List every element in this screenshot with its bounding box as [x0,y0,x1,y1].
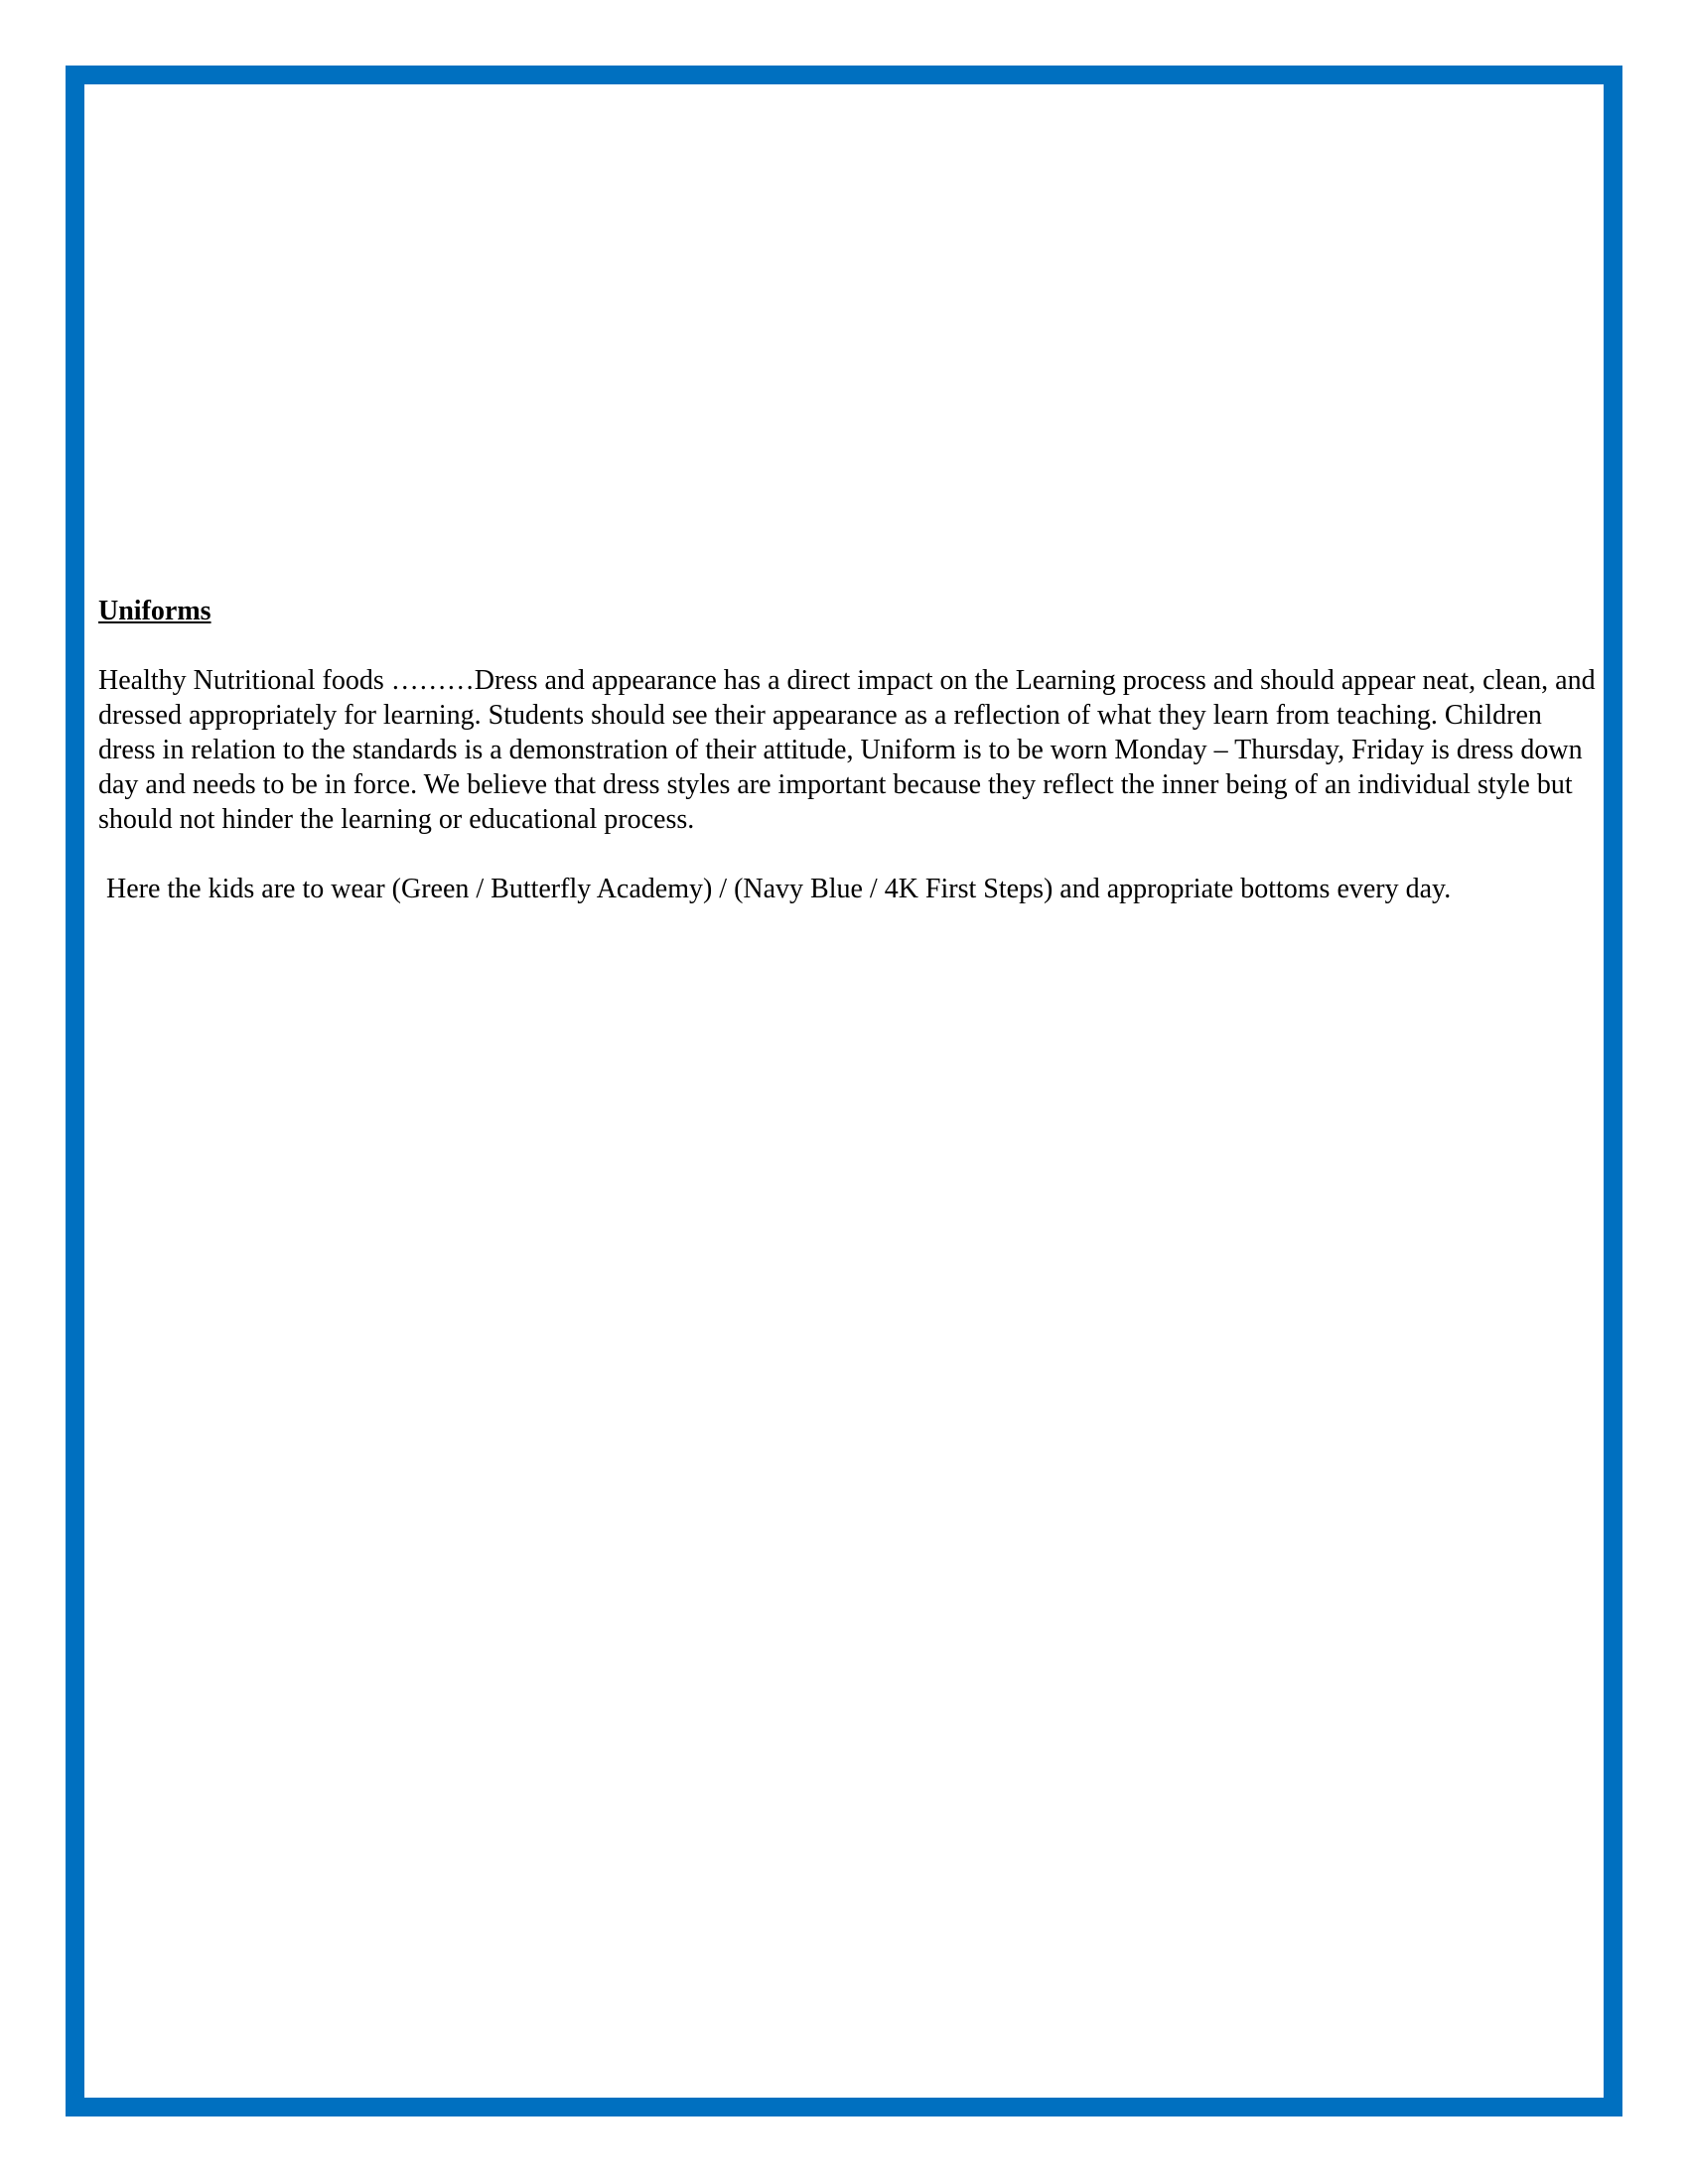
uniform-policy-paragraph: Healthy Nutritional foods ………Dress and appearance has a direct impact on the Learning process and should appear neat, clean, and dressed appropriately for learning. Students should see their appearance as a reflection of what they learn from teaching. Children dress in relation to the standards is a demonstration of their attitude, Uniform is to be worn Monday – Thursday, Friday is dress down day and needs to be in force. We believe that dress styles are important because they reflect the inner being of an individual style but should not hinder the learning or educational process. [98,665,1596,835]
document-body [98,594,1598,906]
section-heading: Uniforms [98,596,211,626]
page-border-frame [66,66,1622,2116]
uniform-colors-paragraph: Here the kids are to wear (Green / Butterfly Academy) / (Navy Blue / 4K First Steps) and appropriate bottoms every day. [106,874,1452,904]
